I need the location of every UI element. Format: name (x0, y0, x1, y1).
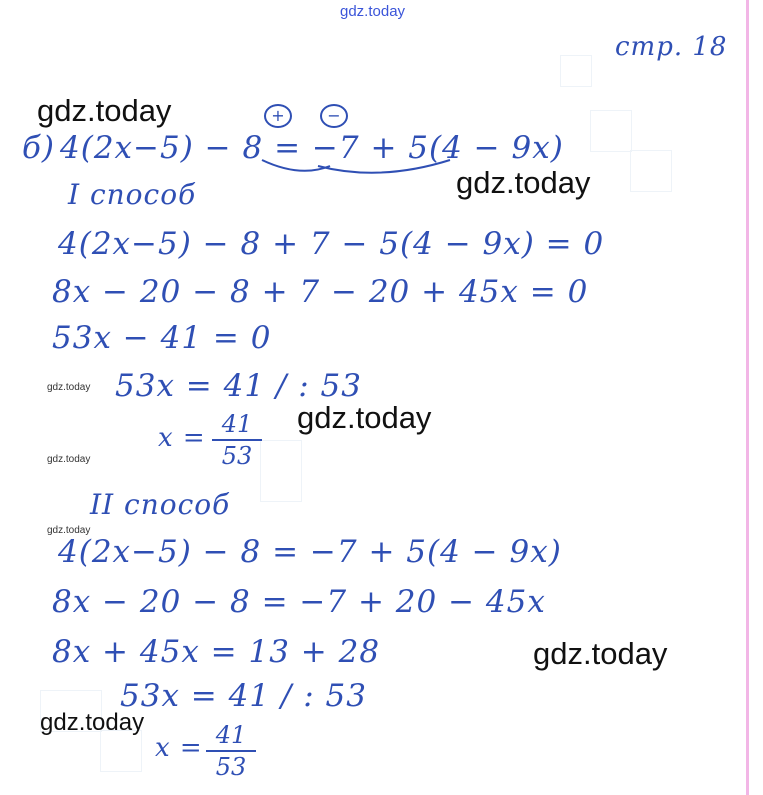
plus-mark: + (264, 104, 292, 128)
method-2-heading: II способ (90, 488, 231, 521)
method-2-step: 4(2x−5) − 8 = −7 + 5(4 − 9x) (58, 534, 562, 570)
method-2-result-fraction (206, 722, 256, 780)
method-2-step: 8x − 20 − 8 = −7 + 20 − 45x (52, 584, 546, 620)
method-1-result-fraction (212, 411, 262, 469)
method-1-step: 53x − 41 = 0 (52, 320, 272, 356)
method-2-step: 8x + 45x = 13 + 28 (52, 634, 381, 670)
method-2-step: 53x = 41 / : 53 (120, 678, 367, 714)
method-1-result-var: x = (158, 423, 206, 453)
fraction-numerator: 41 (215, 721, 247, 749)
minus-mark: − (320, 104, 348, 128)
method-2-result-var: x = (155, 733, 203, 763)
watermark: gdz.today (40, 709, 145, 736)
watermark: gdz.today (47, 525, 91, 536)
fraction-denominator: 53 (215, 753, 247, 781)
watermark: gdz.today (47, 382, 91, 393)
method-1-step: 8x − 20 − 8 + 7 − 20 + 45x = 0 (52, 274, 589, 310)
problem-equation: 4(2x−5) − 8 = −7 + 5(4 − 9x) (60, 130, 564, 166)
fraction-denominator: 53 (221, 442, 253, 470)
page-number: стр. 18 (615, 32, 728, 62)
problem-label: б) (22, 130, 56, 166)
method-1-heading: I способ (68, 178, 197, 211)
watermark: gdz.today (456, 165, 591, 200)
watermark: gdz.today (47, 454, 91, 465)
fraction-bar (206, 750, 256, 752)
watermark: gdz.today (340, 3, 406, 20)
watermark: gdz.today (297, 400, 432, 435)
watermark: gdz.today (37, 93, 172, 128)
fraction-bar (212, 439, 262, 441)
watermark: gdz.today (533, 636, 668, 671)
method-1-step: 53x = 41 / : 53 (115, 368, 362, 404)
fraction-numerator: 41 (221, 410, 253, 438)
method-1-step: 4(2x−5) − 8 + 7 − 5(4 − 9x) = 0 (58, 226, 605, 262)
